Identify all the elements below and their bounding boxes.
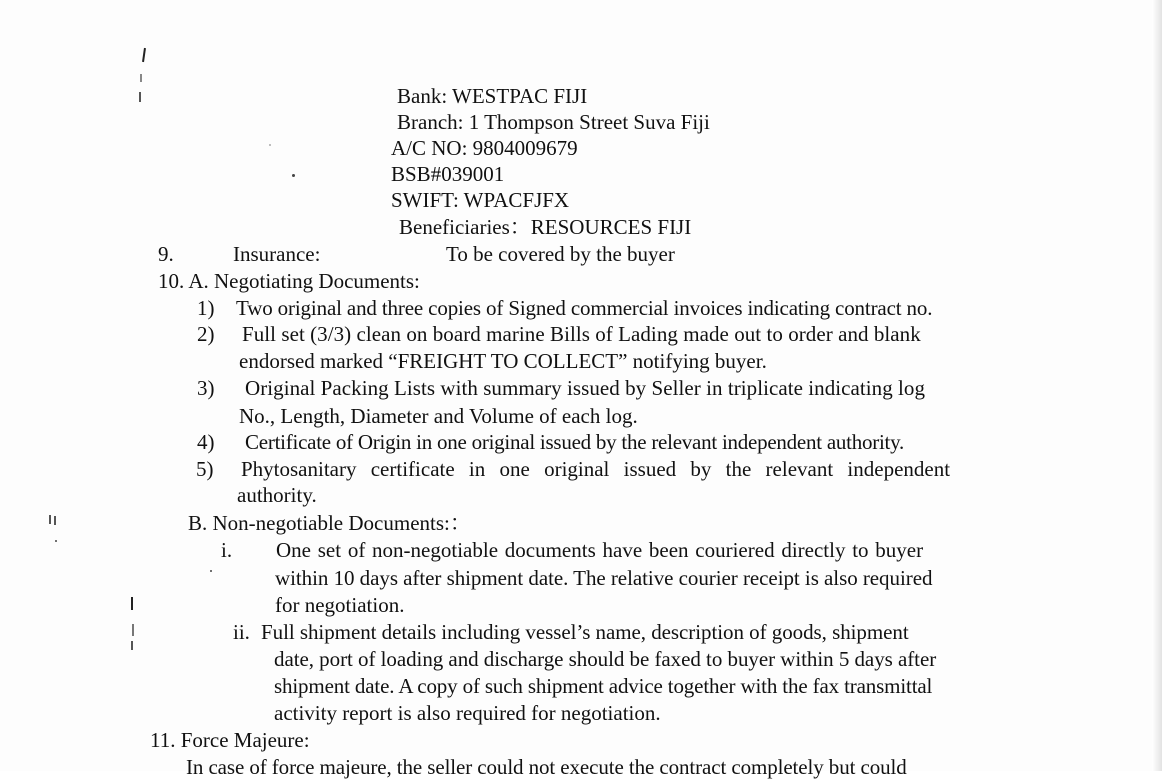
list-item-text: Two original and three copies of Signed commercial invoices indicating contract no. [236,296,933,320]
list-item-text: authority. [237,483,317,507]
section-9-value: To be covered by the buyer [446,242,675,266]
list-item-number: 1) [197,296,215,320]
list-item-text: within 10 days after shipment date. The relative courier receipt is also required [275,566,933,590]
list-item-text: Original Packing Lists with summary issued by Seller in triplicate indicating log [245,376,926,400]
list-item-number: 2) [197,322,215,346]
list-item-text: Full set (3/3) clean on board marine Bills of Lading made out to order and blank [242,322,921,346]
scan-speck [55,540,57,542]
margin-mark [132,624,134,636]
list-item-number: ii. [233,620,250,644]
section-9-label: Insurance: [233,242,321,266]
page-edge [1152,0,1162,771]
list-item-text: endorsed marked “FREIGHT TO COLLECT” notifying buyer. [239,349,767,373]
margin-mark [140,74,142,82]
list-item-text: Certificate of Origin in one original issued by the relevant independent authority. [245,430,905,454]
scan-speck [269,144,271,146]
bank-account: A/C NO: 9804009679 [391,136,578,160]
margin-mark [49,515,51,524]
list-item-text: date, port of loading and discharge should be faxed to buyer within 5 days after [274,647,937,671]
bank-branch: Branch: 1 Thompson Street Suva Fiji [397,110,710,134]
section-11-text: In case of force majeure, the seller could not execute the contract completely but could [186,755,907,779]
margin-mark [142,48,146,62]
list-item-number: i. [221,538,233,562]
section-10-heading: 10. A. Negotiating Documents: [158,269,420,293]
bank-bsb: BSB#039001 [391,162,505,186]
list-item-text: Phytosanitary certificate in one original issued by the relevant independent [241,457,951,481]
section-9-number: 9. [158,242,174,266]
list-item-text: for negotiation. [275,593,405,617]
list-item-text: Full shipment details including vessel’s name, description of goods, shipment [261,620,909,644]
list-item-number: 5) [196,457,214,481]
margin-mark [131,641,133,650]
bank-beneficiaries: Beneficiaries：RESOURCES FIJI [399,215,692,239]
list-item-text: shipment date. A copy of such shipment advice together with the fax transmittal [274,674,933,698]
section-11-heading: 11. Force Majeure: [150,728,310,752]
margin-mark [54,516,56,525]
bank-swift: SWIFT: WPACFJFX [391,188,570,212]
scan-speck [210,570,212,572]
section-10b-heading: B. Non-negotiable Documents:： [188,511,471,535]
margin-mark [139,92,141,102]
list-item-number: 3) [197,376,215,400]
margin-mark [131,597,133,610]
scan-speck [292,174,295,177]
list-item-text: activity report is also required for negotiation. [274,701,661,725]
list-item-text: One set of non-negotiable documents have been couriered directly to buyer [276,538,924,562]
bank-name: Bank: WESTPAC FIJI [397,84,588,108]
list-item-number: 4) [197,430,215,454]
list-item-text: No., Length, Diameter and Volume of each log. [239,404,638,428]
